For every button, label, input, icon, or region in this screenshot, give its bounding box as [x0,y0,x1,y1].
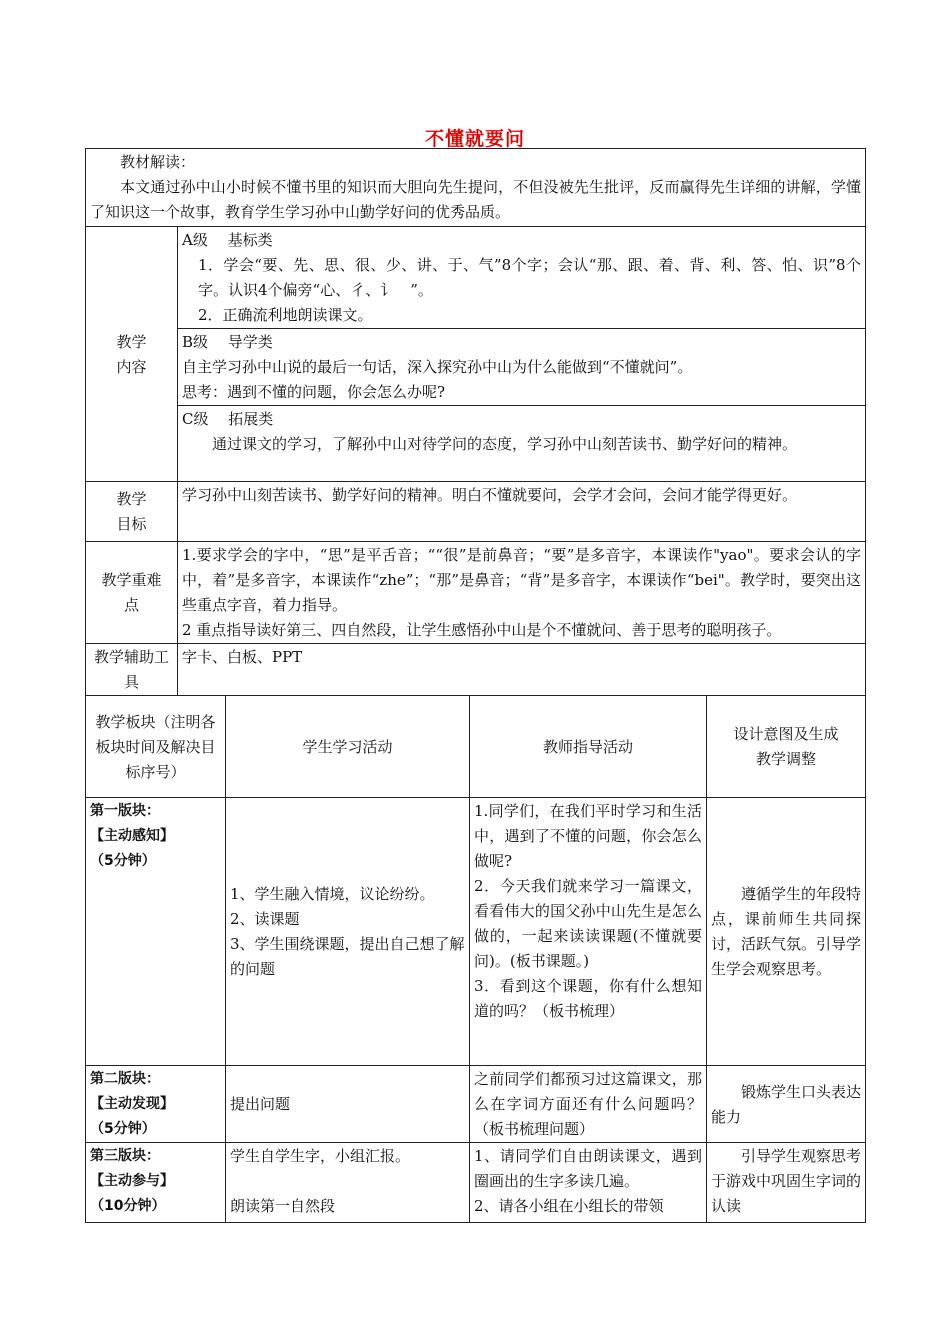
content-label: 教学内容 [86,227,178,482]
page-title: 不懂就要问 [424,128,525,150]
activity-row-1 [86,798,866,1066]
content-c-row [86,406,866,482]
difficulty-row [86,542,866,644]
difficulty-label: 教学重难点 [86,542,178,644]
tools-row [86,644,866,696]
tools-text: 字卡、白板、PPT [178,644,866,696]
header-design: 设计意图及生成教学调整 [707,696,866,798]
content-b-heading: B级 导学类 [182,333,273,351]
goal-row [86,482,866,542]
content-b-row [86,329,866,406]
activity-header-row [86,696,866,798]
content-c-heading: C级 拓展类 [182,410,274,428]
row1-design: 遵循学生的年段特点，课前师生共同探讨，活跃气氛。引导学生学会观察思考。 [707,798,866,1066]
tools-label: 教学辅助工具 [86,644,178,696]
content-a-line2: 2．正确流利地朗读课文。 [198,306,373,324]
lesson-plan-table [85,148,866,1223]
intro-row [86,149,866,227]
difficulty-line1: 1.要求学会的字中，“思”是平舌音；““很”是前鼻音；“要”是多音字，本课读作"yao"。要求会认的字中，着”是多音字，本课读作“zhe”；“那”是鼻音；“背”是多音字，本课读作“bei"。教学时，要突出这些重点字音，着力指导。 [182,546,862,614]
goal-label: 教学目标 [86,482,178,542]
content-b-line1: 自主学习孙中山说的最后一句话，深入探究孙中山为什么能做到“不懂就问”。 [182,358,693,376]
content-b-line2: 思考：遇到不懂的问题，你会怎么办呢? [182,383,446,401]
row1-student: 1、学生融入情境，议论纷纷。 2、读课题 3、学生围绕课题，提出自己想了解的问题 [226,798,470,1066]
activity-row-3 [86,1143,866,1223]
header-block: 教学板块（注明各板块时间及解决目标序号） [86,696,226,798]
row3-design: 引导学生观察思考于游戏中巩固生字词的认读 [707,1143,866,1223]
row1-block: 第一版块： 【主动感知】 （5分钟） [86,798,226,1066]
intro-text: 本文通过孙中山小时候不懂书里的知识而大胆向先生提问，不但没被先生批评，反而赢得先生详细的讲解，学懂了知识这一个故事，教育学生学习孙中山勤学好问的优秀品质。 [90,178,862,221]
row2-design: 锻炼学生口头表达能力 [707,1066,866,1143]
header-teacher: 教师指导活动 [470,696,707,798]
row3-student: 学生自学生字，小组汇报。 朗读第一自然段 [226,1143,470,1223]
content-c-line1: 通过课文的学习，了解孙中山对待学问的态度，学习孙中山刻苦读书、勤学好问的精神。 [212,435,798,453]
goal-text: 学习孙中山刻苦读书、勤学好问的精神。明白不懂就要问，会学才会问，会问才能学得更好。 [178,482,866,542]
row3-teacher: 1、请同学们自由朗读课文，遇到圈画出的生字多读几遍。 2、请各小组在小组长的带领 [470,1143,707,1223]
row2-teacher: 之前同学们都预习过这篇课文，那么在字词方面还有什么问题吗？（板书梳理问题） [470,1066,707,1143]
difficulty-line2: 2 重点指导读好第三、四自然段，让学生感悟孙中山是个不懂就问、善于思考的聪明孩子。 [182,621,782,639]
intro-label: 教材解读： [120,153,196,171]
header-student: 学生学习活动 [226,696,470,798]
content-a-row [86,227,866,329]
row3-block: 第三版块： 【主动参与】 （10分钟） [86,1143,226,1223]
activity-row-2 [86,1066,866,1143]
content-a-line1: 1．学会“要、先、思、很、少、讲、于、气”8个字；会认“那、跟、着、背、利、答、怕、识”8个字。认识4个偏旁“心、彳、讠 ”。 [198,256,862,299]
row2-student: 提出问题 [226,1066,470,1143]
row1-teacher: 1.同学们，在我们平时学习和生活中，遇到了不懂的问题，你会怎么做呢? 2．今天我们就来学习一篇课文，看看伟大的国父孙中山先生是怎么做的，一起来读读课题(不懂就要问)。(板书课题。) 3．看到这个课题，你有什么想知道的吗？（板书梳理） [470,798,707,1066]
content-a-heading: A级 基标类 [182,231,273,249]
row2-block: 第二版块： 【主动发现】 （5分钟） [86,1066,226,1143]
